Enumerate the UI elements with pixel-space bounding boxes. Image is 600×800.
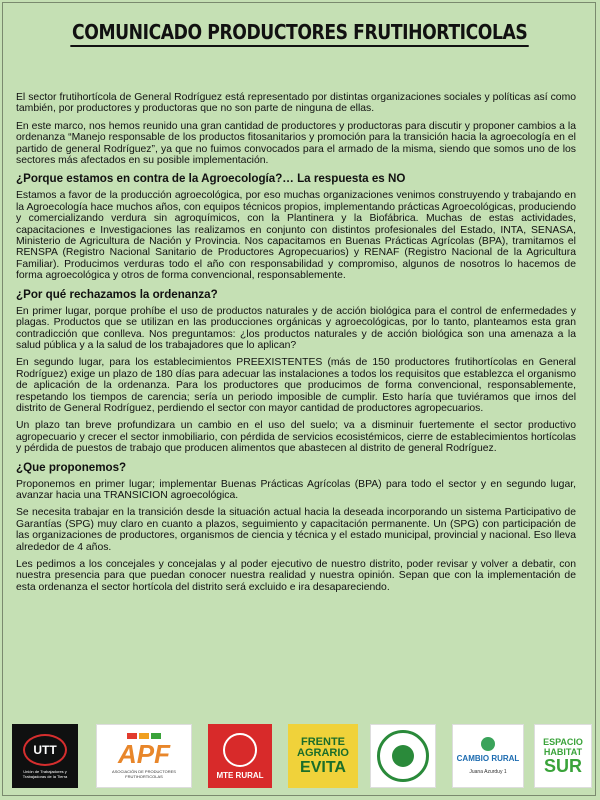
cooperativa-emblem-icon [377,730,429,782]
frente-agrario-evita-logo [288,724,358,788]
mte-emblem-icon [223,733,257,767]
section-heading-agroecologia: ¿Porque estamos en contra de la Agroecología?… La respuesta es NO [16,172,406,186]
section3-paragraph-3: Les pedimos a los concejales y concejalas y al poder ejecutivo de nuestro distrito, poder revisar y volver a debatir, con nuestra presencia para que puedan conocer nuestra realidad y nuestra opinión. Sepan que con la implementación de esta ordenanza el sector hortícola del distrito será excluido e ira desapareciendo. [16,559,576,593]
section-heading-propuesta: ¿Que proponemos? [16,460,127,474]
espacio-habitat-sur-logo [534,724,592,788]
intro-paragraph-1: El sector frutihortícola de General Rodríguez está representado por distintas organizaciones sociales y políticas así como también, por productores y productoras que no son parte de ninguna de ellas. [16,92,576,115]
cambio-logo-subtext: Juana Azurduy 1 [469,769,507,775]
espacio-logo-bigtext: SUR [543,756,582,776]
cambio-logo-text: CAMBIO RURAL [456,754,520,763]
mte-logo-text: MTE RURAL [216,770,264,780]
logo-strip [12,724,588,794]
apf-logo-subtext: ASOCIACIÓN DE PRODUCTORES FRUTIHORTICOLAS [112,769,176,779]
section2-paragraph-1: En primer lugar, porque prohíbe el uso de productos naturales y de acción biológica para el control de enfermedades y plagas. Productos que se utilizan en las producciones orgánicas y agroecológicas, por lo tanto, planteamos esta gran contradicción que conlleva. Nos preguntamos: ¿los productos naturales y de acción biológica son una amenaza a la salud pública y a la salud de los trabajadores que lo aplican? [16,305,576,351]
section3-paragraph-2: Se necesita trabajar en la transición desde la situación actual hacia la deseada incorporando un sistema Participativo de Garantías (SPG) muy claro en cuanto a plazos, seguimiento y capacitación permanente. Un (SPG) con participación de las organizaciones de productores, organismos de ciencia y técnica y el estado municipal, provincial y nacional. Eso lleva alrededor de 4 años. [16,507,576,553]
section2-paragraph-3: Un plazo tan breve profundizara un cambio en el uso del suelo; va a disminuir fuertemente el sector productivo agropecuario y crecer el sector inmobiliario, con pérdida de servicios ecosistémicos, cierre de establecimientos hortícolas y pérdida de puestos de trabajo que producen alimentos que abastecen al distrito de general Rodríguez. [16,420,576,455]
cambio-rural-mark-icon [481,737,495,751]
apf-logo [96,724,192,788]
cooperativa-logo [370,724,436,788]
evita-logo-bigtext: EVITA [300,758,346,776]
intro-paragraph-2: En este marco, nos hemos reunido una gran cantidad de productores y productoras para discutir y proponer cambios a la ordenanza “Manejo responsable de los productos fitosanitarios y promoción para la transición hacia la agroecología en el partido de general Rodríguez”, ya que no fuimos convocados para el armado de la misma, siendo que somos uno de los sectores más afectados en su posible implementación. [16,120,576,167]
section2-paragraph-2: En segundo lugar, para los establecimientos PREEXISTENTES (más de 150 productores frutihortícolas en General Rodríguez) exige un plazo de 180 días para adecuar las instalaciones a todos los requisitos que establezca el organismo de aplicación de la ordenanza. Para los productores que producimos de forma convencional, responsablemente, respetando los tiempos de carencia; sería un periodo imposible de cumplir. Esto haría que tuviéramos que irnos del distrito de General Rodríguez, perdiendo el sector con mayor cantidad de productores agropecuarios. [16,357,576,414]
utt-logo-subtext: Unión de Trabajadores y Trabajadoras de la Tierra [22,768,68,779]
utt-logo [12,724,78,788]
apf-logo-text: APF [118,739,170,769]
evita-logo-text: FRENTE AGRARIO [297,735,349,759]
mte-rural-logo [208,724,272,788]
hands-icon [392,745,414,767]
section3-paragraph-1: Proponemos en primer lugar; implementar Buenas Prácticas Agrícolas (BPA) para todo el sector y en segundo lugar, avanzar hacia una TRANSICION agroecológica. [16,478,576,501]
page-title: COMUNICADO PRODUCTORES FRUTIHORTICOLAS [71,20,530,47]
cambio-rural-logo [452,724,524,788]
document-body [16,92,576,599]
title-wrap [0,20,600,47]
utt-ring-icon [23,734,67,766]
utt-logo-text: UTT [33,742,57,757]
section-heading-rechazo: ¿Por qué rechazamos la ordenanza? [16,287,218,301]
section1-paragraph-1: Estamos a favor de la producción agroecológica, por eso muchas organizaciones venimos construyendo y trabajando en la Agroecología hace muchos años, con equipos técnicos propios, implementando prácticas Agroecológicas, produciendo y comercializando verdura sin agroquímicos, con la Plantinera y la Biofábrica. Muchas de estas actividades, capacitaciones e Investigaciones las realizamos en conjunto con distintos profesionales del Estado, INTA, SENASA, Ministerio de Agricultura de Nación y Provincia. Nos capacitamos en Buenas Prácticas Agrícolas (BPA), tramitamos el RENSPA (Registro Nacional Sanitario de Productores Agropecuarios) y RENAF (Registro Nacional de la Agricultura Familiar). Producimos verduras todo el año con responsabilidad y compromiso, algunos de nosotros lo hacemos de forma agroecológica y otros de forma convencional, responsablemente. [16,190,576,282]
espacio-logo-text: ESPACIO HABITAT [543,737,583,757]
